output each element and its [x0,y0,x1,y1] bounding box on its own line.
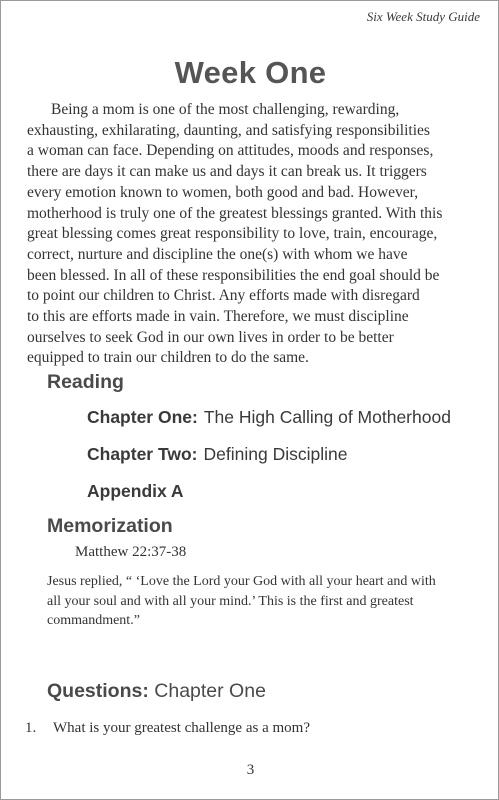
intro-line: to point our children to Christ. Any efforts made with disregard [27,287,420,305]
page-number: 3 [246,762,255,778]
reading-item-chapter-two [87,444,347,465]
verse-text [47,572,487,631]
intro-line: great blessing comes great responsibility to love, train, encourage, [27,225,438,243]
question-item [25,720,310,737]
reading-item-label: Chapter One: [87,407,198,427]
verse-line: all your soul and with all your mind.’ This is the first and greatest [47,593,414,609]
reading-item-label: Appendix A [87,481,184,501]
question-text: What is your greatest challenge as a mom? [53,720,310,736]
intro-line: to this are efforts made in vain. Therefore, we must discipline [27,308,409,326]
reading-item-label: Chapter Two: [87,444,198,464]
reading-item-value: Defining Discipline [203,444,348,464]
intro-line: equipped to train our children to do the same. [27,349,309,367]
reading-item-appendix-a [87,481,184,502]
intro-line: every emotion known to women, both good and bad. However, [27,183,419,201]
intro-line: been blessed. In all of these responsibilities the end goal should be [27,266,440,284]
reading-heading: Reading [47,371,124,393]
intro-paragraph [27,100,480,369]
questions-heading [47,680,266,703]
intro-line: a woman can face. Depending on attitudes, moods and responses, [27,142,434,160]
intro-line: Being a mom is one of the most challenging, rewarding, [51,101,400,118]
intro-line: exhausting, exhilarating, daunting, and satisfying responsibilities [27,121,430,139]
running-header: Six Week Study Guide [366,9,480,24]
verse-line: Jesus replied, “ ‘Love the Lord your God with all your heart and with [47,574,436,589]
intro-line: there are days it can make us and days it can break us. It triggers [27,163,427,181]
reading-item-value: The High Calling of Motherhood [203,407,451,427]
verse-line: commandment.” [47,613,140,628]
intro-line: motherhood is truly one of the greatest blessings granted. With this [27,204,443,222]
intro-line: ourselves to seek God in our own lives in order to be better [27,328,394,346]
questions-heading-chapter: Chapter One [154,680,266,702]
questions-heading-label: Questions: [47,680,149,702]
question-number: 1. [25,720,37,736]
memorization-heading: Memorization [47,515,173,537]
verse-reference: Matthew 22:37-38 [75,544,187,560]
reading-item-chapter-one [87,407,451,428]
intro-line: correct, nurture and discipline the one(s) with whom we have [27,245,408,263]
page-title: Week One [174,55,327,90]
